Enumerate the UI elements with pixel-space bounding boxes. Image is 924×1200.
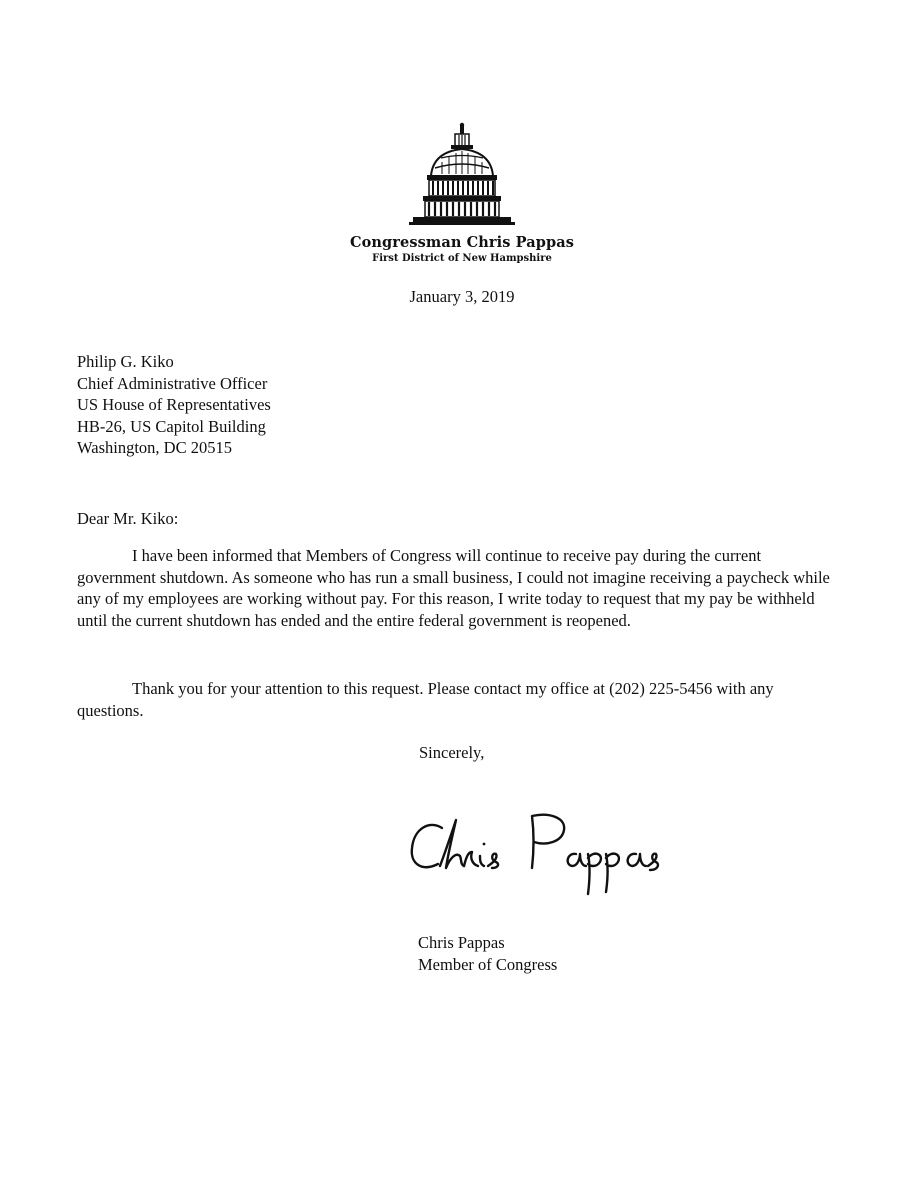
signer-name: Chris Pappas [418, 933, 505, 952]
letterhead-name: Congressman Chris Pappas [350, 234, 574, 251]
recipient-title: Chief Administrative Officer [77, 373, 268, 393]
letterhead [0, 122, 924, 264]
recipient-name: Philip G. Kiko [77, 352, 174, 371]
salutation: Dear Mr. Kiko: [77, 509, 179, 528]
letterhead-district: First District of New Hampshire [372, 253, 552, 264]
recipient-address [77, 351, 837, 459]
body-paragraph: I have been informed that Members of Congress will continue to receive pay during the current government shutdown. As someone who has run a small business, I could not imagine receiving a paycheck while any of my employees are working without pay. For this reason, I write today to request that my pay be withheld until the current shutdown has ended and the entire federal government is reopened. [77, 546, 830, 630]
capitol-dome-logo [407, 122, 517, 230]
signer-title: Member of Congress [418, 955, 558, 974]
letter-date: January 3, 2019 [409, 287, 515, 306]
signer-block [418, 932, 557, 976]
closing: Sincerely, [419, 743, 485, 762]
body-paragraph: Thank you for your attention to this request. Please contact my office at (202) 225-5456 with any questions. [77, 679, 774, 720]
recipient-organization: US House of Representatives [77, 395, 271, 414]
handwritten-signature [400, 802, 670, 902]
recipient-city: Washington, DC 20515 [77, 438, 232, 457]
recipient-street: HB-26, US Capitol Building [77, 416, 266, 436]
